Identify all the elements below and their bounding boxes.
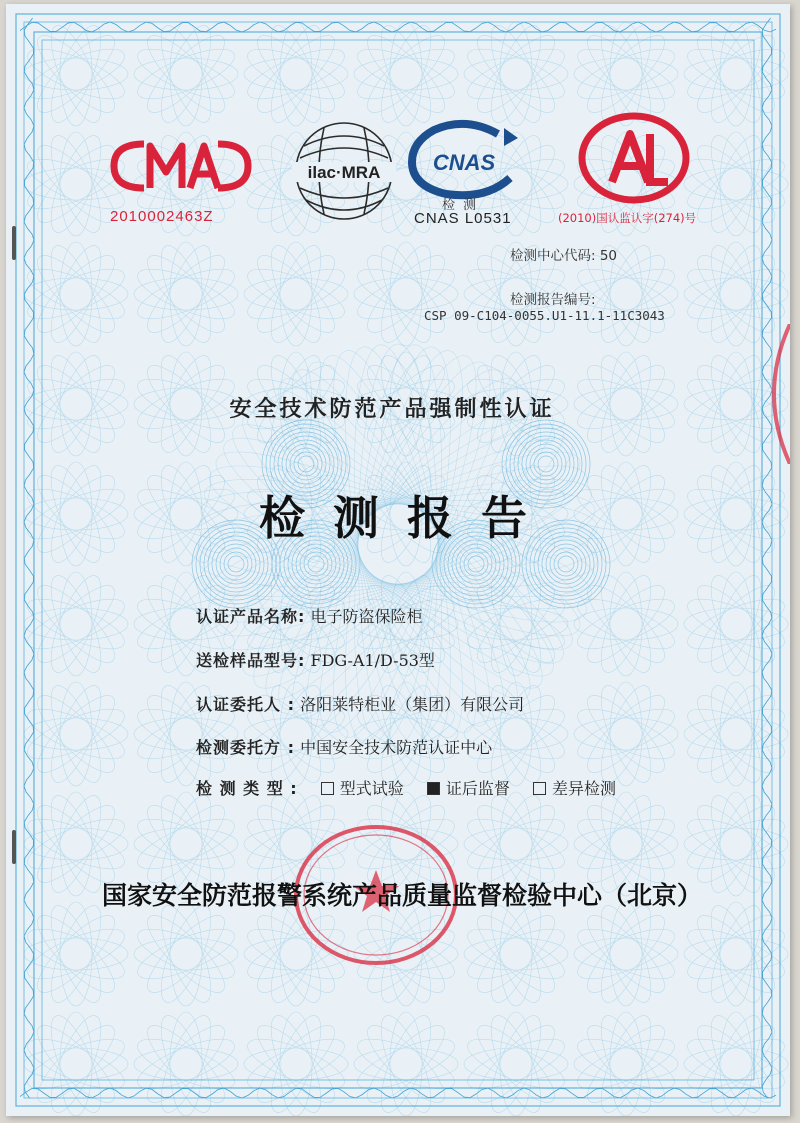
- certification-subtitle: 安全技术防范产品强制性认证: [229, 397, 555, 422]
- option-label: 证后监督: [445, 779, 510, 798]
- field-sample-model: [196, 648, 435, 671]
- field-commissioning-party: [196, 735, 492, 758]
- cal-logo: [576, 112, 696, 204]
- option-label: 差异检测: [552, 779, 617, 798]
- cnas-sub: 检 测: [442, 198, 479, 213]
- field-value: 洛阳莱特柜业（集团）有限公司: [300, 695, 525, 714]
- field-product-name: [196, 604, 423, 627]
- report-title: 检 测 报 告: [258, 491, 534, 545]
- cnas-mark: CNAS: [432, 150, 496, 175]
- cnas-code: CNAS L0531: [414, 210, 512, 227]
- cnas-logo: [406, 116, 526, 206]
- field-test-type: [196, 776, 616, 799]
- cma-logo: [106, 132, 256, 202]
- checkbox-post-cert-supervision: [427, 782, 440, 795]
- field-value: 电子防盗保险柜: [310, 607, 423, 626]
- cal-code: (2010)国认监认字(274)号: [558, 211, 697, 225]
- report-no-label: 检测报告编号:: [510, 292, 596, 308]
- cma-code: 2010002463Z: [110, 208, 214, 225]
- staple-top: [12, 226, 16, 260]
- certificate-page: [6, 4, 790, 1116]
- field-label: 检测委托方 :: [196, 738, 295, 757]
- field-label: 认证产品名称:: [196, 607, 306, 626]
- field-value: 中国安全技术防范认证中心: [300, 738, 493, 757]
- side-stamp-fragment: [754, 324, 790, 464]
- report-number: CSP 09-C104-0055.U1-11.1-11C3043: [424, 308, 665, 323]
- checkbox-type-test: [321, 782, 334, 795]
- ilac-mark: ilac·MRA: [307, 163, 381, 182]
- ilac-mra-logo: [284, 116, 404, 226]
- checkbox-difference-test: [533, 782, 546, 795]
- field-label: 送检样品型号:: [196, 651, 306, 670]
- field-client: [196, 692, 524, 715]
- staple-bottom: [12, 830, 16, 864]
- option-label: 型式试验: [339, 779, 404, 798]
- field-value: FDG-A1/D-53型: [310, 651, 435, 670]
- center-code: 检测中心代码: 50: [510, 248, 618, 264]
- issuing-organization: 国家安全防范报警系统产品质量监督检验中心（北京）: [101, 881, 702, 910]
- field-label: 检 测 类 型 :: [196, 779, 298, 798]
- field-label: 认证委托人 :: [196, 695, 295, 714]
